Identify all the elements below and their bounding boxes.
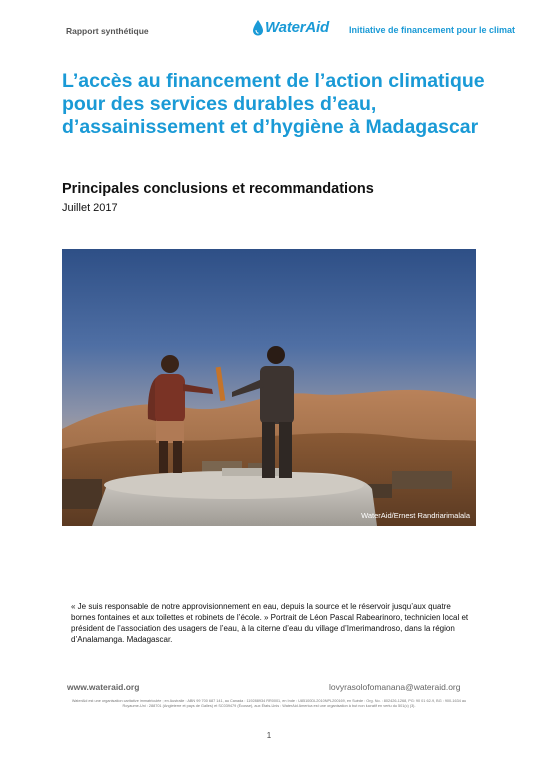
footer-email-link[interactable]: lovyrasolofomanana@wateraid.org: [329, 682, 461, 692]
water-drop-icon: [252, 20, 264, 36]
logo-text: WaterAid: [265, 19, 329, 36]
footer-website-link[interactable]: www.wateraid.org: [67, 682, 140, 692]
photo-credit: WaterAid/Ernest Randriarimalala: [361, 511, 470, 520]
cover-photo-illustration: [62, 249, 476, 526]
publication-date: Juillet 2017: [62, 202, 118, 214]
wateraid-logo: [252, 19, 329, 36]
cover-photo: [62, 249, 476, 526]
photo-caption: « Je suis responsable de notre approvisionnement en eau, depuis la source et le réservoir jusqu’aux quatre bornes fontaines et aux toilettes et robinets de l’école. » Portrait de Léon Pascal Rabearinoro, technicien local et président de l’association des usagers de l’eau, à la citerne d’eau du village d’Imerimandroso, dans la région d’Analamanga. Madagascar.: [71, 602, 469, 644]
page-title: L’accès au financement de l’action climatique pour des services durables d’eau, d’assainissement et d’hygiène à Madagascar: [62, 70, 485, 138]
page-subtitle: Principales conclusions et recommandations: [62, 181, 374, 197]
page-number: 1: [266, 731, 272, 740]
initiative-tagline: Initiative de financement pour le climat: [349, 25, 516, 35]
document-type-label: Rapport synthétique: [66, 26, 149, 36]
footer-legal-text: WaterAid est une organisation caritative immatriculée ; en Australie : ABN 99 700 687 141, au Canada : 119288934 RR0001, en Inde : U85100DL2010NPL200169, en Suède : Org. No. : 802426-1268, PG: 90 01 62-9, BG : 900-1634 au Royaume-Uni : 288701 (Angleterre et pays de Galles) et SC039479 (Écosse), aux États-Unis : WaterAid America est une organisation à but non lucratif en vertu du 501(c) (3).: [71, 699, 467, 709]
